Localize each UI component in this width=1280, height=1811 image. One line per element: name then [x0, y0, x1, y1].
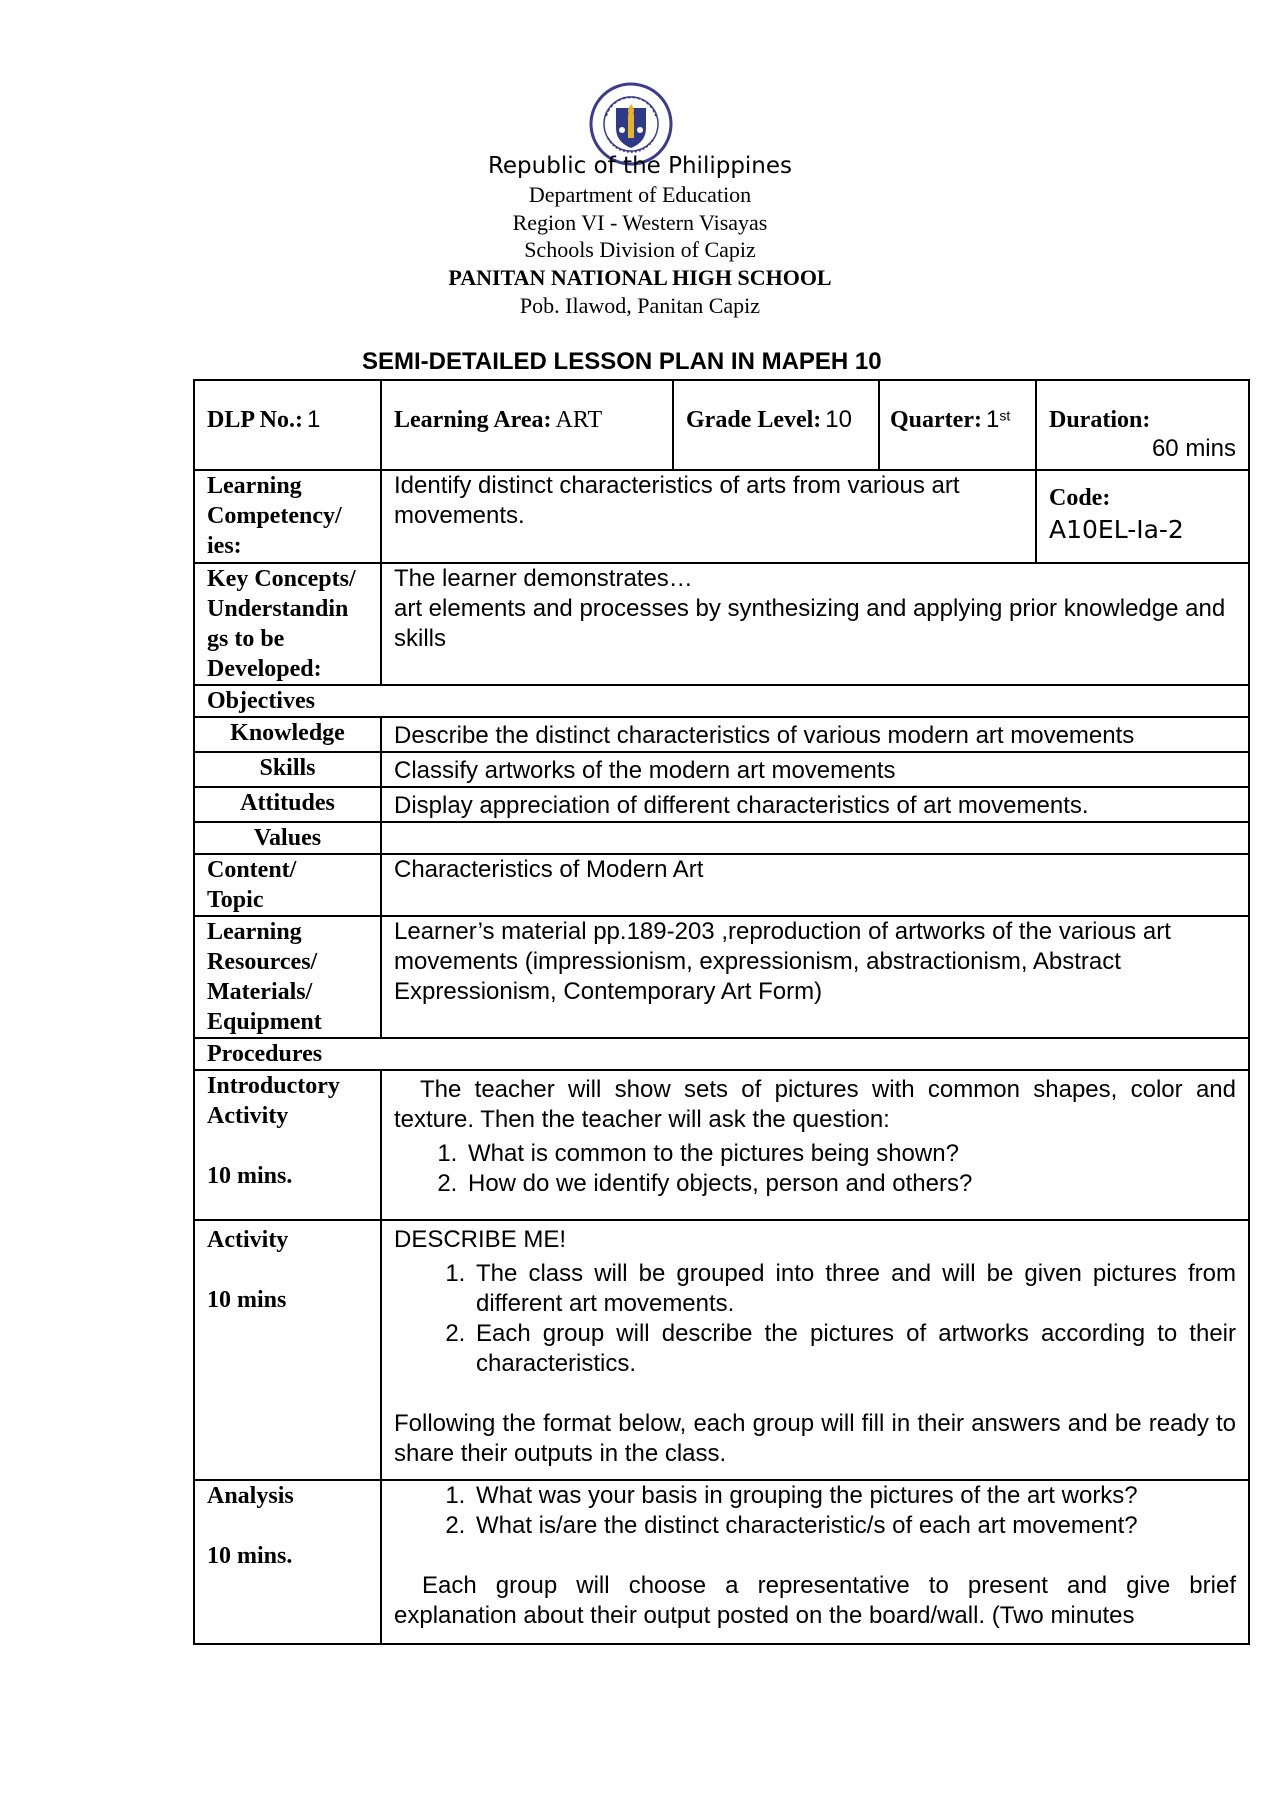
- list-item: 1. What was your basis in grouping the pictures of the art works?: [472, 1481, 1236, 1511]
- key-concepts-label: Key Concepts/ Understandin gs to be Developed:: [194, 563, 381, 685]
- objectives-heading-row: [194, 685, 1249, 717]
- region-line: Region VI - Western Visayas: [512, 210, 768, 235]
- duration-value: 60 mins: [1151, 435, 1236, 462]
- list-item: 1. What is common to the pictures being shown?: [464, 1139, 1236, 1169]
- intro-activity-time: 10 mins.: [207, 1163, 293, 1189]
- key-concepts-row: [194, 563, 1249, 685]
- department-line: Department of Education: [528, 182, 752, 207]
- school-address: Pob. Ilawod, Panitan Capiz: [519, 293, 761, 318]
- skills-row: [194, 752, 1249, 787]
- republic-line: Republic of the Philippines: [487, 153, 793, 179]
- skills-label: Skills: [194, 752, 381, 787]
- competency-text: Identify distinct characteristics of arts from various art movements.: [381, 470, 1036, 563]
- intro-activity-content: The teacher will show sets of pictures with common shapes, color and texture. Then the teacher will ask the question: 1. What is common to the pictures being shown? 2. How do we identify objects, person and others?: [381, 1070, 1249, 1220]
- resources-row: [194, 916, 1249, 1038]
- procedures-heading-row: [194, 1038, 1249, 1070]
- resources-text: Learner’s material pp.189-203 ,reproduction of artworks of the various art movements (impressionism, expressionism, abstractionism, Abstract Expressionism, Contemporary Art Form): [381, 916, 1249, 1038]
- list-item: 2. Each group will describe the pictures of artworks according to their characteristics.: [472, 1319, 1236, 1379]
- plan-title: SEMI-DETAILED LESSON PLAN IN MAPEH 10: [362, 348, 882, 375]
- procedures-heading: Procedures: [194, 1038, 1249, 1070]
- info-row: [194, 380, 1249, 470]
- content-row: [194, 854, 1249, 916]
- attitudes-text: Display appreciation of different characteristics of art movements.: [381, 787, 1249, 822]
- knowledge-text: Describe the distinct characteristics of various modern art movements: [381, 717, 1249, 752]
- values-label: Values: [194, 822, 381, 854]
- knowledge-row: [194, 717, 1249, 752]
- competency-row: [194, 470, 1249, 563]
- content-label: Content/ Topic: [194, 854, 381, 916]
- attitudes-label: Attitudes: [194, 787, 381, 822]
- list-item: 2. How do we identify objects, person and others?: [464, 1169, 1236, 1199]
- lesson-plan-table: [193, 379, 1250, 1645]
- resources-label: Learning Resources/ Materials/ Equipment: [194, 916, 381, 1038]
- activity-label: Activity 10 mins: [194, 1220, 381, 1480]
- analysis-row: [194, 1480, 1249, 1644]
- values-text: [381, 822, 1249, 854]
- duration-cell: Duration: 60 mins: [1036, 380, 1249, 470]
- skills-text: Classify artworks of the modern art movements: [381, 752, 1249, 787]
- analysis-note: Each group will choose a representative to present and give brief explanation about their output posted on the board/wall. (Two minutes: [394, 1572, 1236, 1629]
- grade-level-value: 10: [825, 406, 852, 433]
- activity-time: 10 mins: [207, 1287, 287, 1313]
- quarter-cell: Quarter: 1st: [879, 380, 1036, 470]
- dlp-number: 1: [307, 406, 321, 433]
- objectives-heading: Objectives: [194, 685, 1249, 717]
- values-row: [194, 822, 1249, 854]
- division-line: Schools Division of Capiz: [524, 237, 756, 262]
- knowledge-label: Knowledge: [194, 717, 381, 752]
- activity-content: [381, 1220, 1249, 1480]
- code-value: A10EL-Ia-2: [1049, 515, 1184, 544]
- activity-title: DESCRIBE ME!: [394, 1226, 567, 1253]
- key-concepts-text: The learner demonstrates… art elements and processes by synthesizing and applying prior knowledge and skills: [381, 563, 1249, 685]
- learning-area-value: ART: [555, 407, 603, 433]
- grade-level-cell: Grade Level: 10: [673, 380, 879, 470]
- competency-label: Learning Competency/ ies:: [194, 470, 381, 563]
- school-name: PANITAN NATIONAL HIGH SCHOOL: [448, 265, 832, 290]
- intro-activity-label: Introductory Activity 10 mins.: [194, 1070, 381, 1220]
- analysis-content: [381, 1480, 1249, 1644]
- analysis-label: Analysis 10 mins.: [194, 1480, 381, 1644]
- content-text: Characteristics of Modern Art: [381, 854, 1249, 916]
- activity-note: Following the format below, each group will fill in their answers and be ready to share their outputs in the class.: [394, 1410, 1236, 1467]
- dlp-cell: DLP No.: 1: [194, 380, 381, 470]
- code-cell: Code: A10EL-Ia-2: [1036, 470, 1249, 563]
- intro-activity-row: [194, 1070, 1249, 1220]
- list-item: 1. The class will be grouped into three and will be given pictures from different art movements.: [472, 1259, 1236, 1319]
- list-item: 2. What is/are the distinct characteristic/s of each art movement?: [472, 1511, 1236, 1541]
- analysis-time: 10 mins.: [207, 1543, 293, 1569]
- attitudes-row: [194, 787, 1249, 822]
- quarter-value: 1: [985, 406, 1000, 433]
- activity-row: [194, 1220, 1249, 1480]
- learning-area-cell: Learning Area: ART: [381, 380, 673, 470]
